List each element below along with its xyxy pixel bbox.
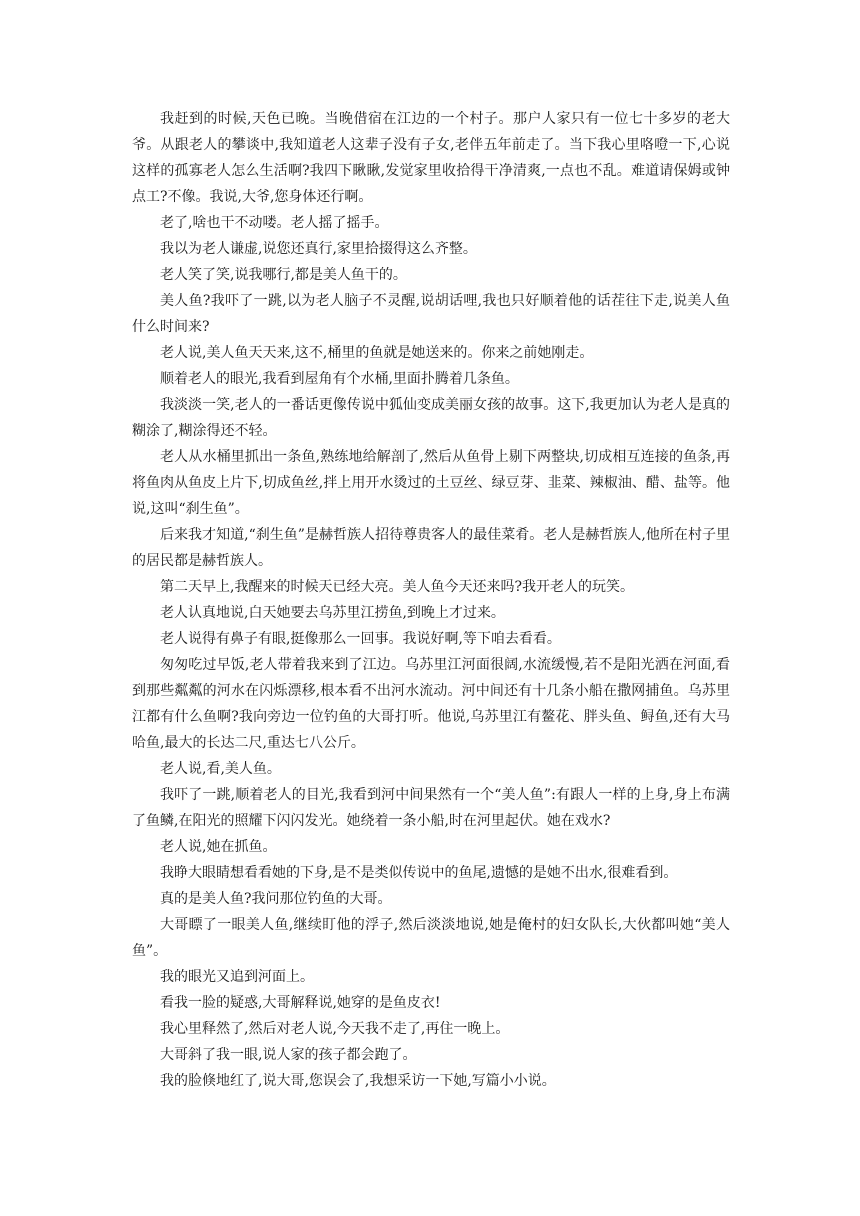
paragraph: 顺着老人的眼光,我看到屋角有个水桶,里面扑腾着几条鱼。 [160, 371, 519, 387]
paragraph: 我以为老人谦虚,说您还真行,家里拾掇得这么齐整。 [160, 241, 477, 257]
paragraph: 我吓了一跳,顺着老人的目光,我看到河中间果然有一个“美人鱼”:有跟人一样的上身,身上布满了鱼鳞,在阳光的照耀下闪闪发光。她绕着一条小船,时在河里起伏。她在戏水? [132, 787, 730, 829]
paragraph: 老了,啥也干不动喽。老人摇了摇手。 [160, 215, 389, 231]
paragraph: 老人说,美人鱼天天来,这不,桶里的鱼就是她送来的。你来之前她刚走。 [160, 345, 594, 361]
article-body [132, 106, 730, 1094]
paragraph: 我睁大眼睛想看看她的下身,是不是类似传说中的鱼尾,遗憾的是她不出水,很难看到。 [160, 865, 678, 881]
paragraph: 后来我才知道,“刹生鱼”是赫哲族人招待尊贵客人的最佳菜肴。老人是赫哲族人,他所在村子里的居民都是赫哲族人。 [132, 527, 730, 569]
paragraph: 我的眼光又追到河面上。 [160, 969, 314, 985]
paragraph: 大哥斜了我一眼,说人家的孩子都会跑了。 [160, 1047, 417, 1063]
paragraph: 老人说得有鼻子有眼,挺像那么一回事。我说好啊,等下咱去看看。 [160, 631, 561, 647]
paragraph: 我淡淡一笑,老人的一番话更像传说中狐仙变成美丽女孩的故事。这下,我更加认为老人是真的糊涂了,糊涂得还不轻。 [132, 397, 730, 439]
paragraph: 看我一脸的疑惑,大哥解释说,她穿的是鱼皮衣! [160, 995, 441, 1011]
paragraph: 我赶到的时候,天色已晚。当晚借宿在江边的一个村子。那户人家只有一位七十多岁的老大爷。从跟老人的攀谈中,我知道老人这辈子没有子女,老伴五年前走了。当下我心里咯噔一下,心说这样的孤寡老人怎么生活啊?我四下瞅瞅,发觉家里收拾得干净清爽,一点也不乱。难道请保姆或钟点工?不像。我说,大爷,您身体还行啊。 [132, 111, 730, 205]
paragraph: 老人笑了笑,说我哪行,都是美人鱼干的。 [160, 267, 407, 283]
paragraph: 我心里释然了,然后对老人说,今天我不走了,再住一晚上。 [160, 1021, 510, 1037]
paragraph: 第二天早上,我醒来的时候天已经大亮。美人鱼今天还来吗?我开老人的玩笑。 [160, 579, 634, 595]
paragraph: 老人认真地说,白天她要去乌苏里江捞鱼,到晚上才过来。 [160, 605, 505, 621]
paragraph: 大哥瞟了一眼美人鱼,继续盯他的浮子,然后淡淡地说,她是俺村的妇女队长,大伙都叫她“美人鱼”。 [132, 917, 730, 959]
paragraph: 老人说,她在抓鱼。 [160, 839, 277, 855]
paragraph: 真的是美人鱼?我问那位钓鱼的大哥。 [160, 891, 392, 907]
paragraph: 老人从水桶里抓出一条鱼,熟练地给解剖了,然后从鱼骨上剔下两整块,切成相互连接的鱼条,再将鱼肉从鱼皮上片下,切成鱼丝,拌上用开水烫过的土豆丝、绿豆芽、韭菜、辣椒油、醋、盐等。他说,这叫“刹生鱼”。 [132, 449, 730, 517]
paragraph: 我的脸倏地红了,说大哥,您误会了,我想采访一下她,写篇小小说。 [160, 1073, 556, 1089]
paragraph: 老人说,看,美人鱼。 [160, 761, 281, 777]
paragraph: 匆匆吃过早饭,老人带着我来到了江边。乌苏里江河面很阔,水流缓慢,若不是阳光洒在河面,看到那些粼粼的河水在闪烁漂移,根本看不出河水流动。河中间还有十几条小船在撒网捕鱼。乌苏里江都有什么鱼啊?我向旁边一位钓鱼的大哥打听。他说,乌苏里江有鳌花、胖头鱼、鲟鱼,还有大马哈鱼,最大的长达二尺,重达七八公斤。 [132, 657, 730, 751]
paragraph: 美人鱼?我吓了一跳,以为老人脑子不灵醒,说胡话哩,我也只好顺着他的话茬往下走,说美人鱼什么时间来? [132, 293, 730, 335]
